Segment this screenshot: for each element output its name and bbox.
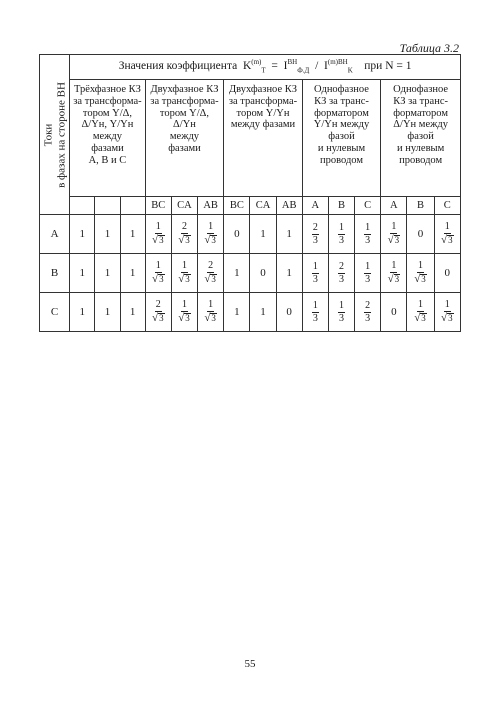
group-header-line: A, B и C bbox=[88, 154, 127, 166]
fraction: 1 √ 3 bbox=[178, 260, 190, 285]
empty-subheader bbox=[120, 197, 145, 215]
group-header-line: фазами bbox=[168, 142, 201, 154]
fraction: 1 √ 3 bbox=[152, 221, 164, 246]
group-header-line: Двухфазное КЗ bbox=[228, 84, 297, 95]
column-subheader: BC bbox=[224, 197, 250, 215]
group-header-line: форматором bbox=[314, 107, 369, 119]
column-subheader: AB bbox=[276, 197, 302, 215]
fraction: $\frac{1}{3}$ bbox=[339, 299, 344, 324]
table-cell bbox=[355, 293, 381, 332]
fraction: 2 √ 3 bbox=[178, 221, 190, 246]
row-header-text: Токи в фазах на стороне ВН bbox=[41, 81, 67, 188]
table-row bbox=[40, 293, 461, 332]
row-header-cell bbox=[40, 55, 70, 215]
table-row bbox=[40, 215, 461, 254]
table-cell: 1 bbox=[120, 215, 145, 254]
table-cell bbox=[355, 215, 381, 254]
column-subheader: A bbox=[381, 197, 407, 215]
column-subheader: B bbox=[407, 197, 434, 215]
group-header-line: и нулевым bbox=[397, 142, 445, 154]
group-header-4 bbox=[302, 80, 381, 197]
table-cell: 1 bbox=[250, 215, 276, 254]
fraction: $\frac{2}{3}$ bbox=[365, 299, 371, 324]
table-cell bbox=[198, 215, 224, 254]
group-header-line: между фазами bbox=[230, 119, 296, 131]
group-header-line: проводом bbox=[320, 154, 363, 166]
group-header-line: Трёхфазное КЗ bbox=[73, 84, 141, 95]
group-header-line: Двухфазное КЗ bbox=[150, 84, 219, 95]
table-cell: 1 bbox=[70, 254, 95, 293]
fraction: 1 √ 3 bbox=[414, 260, 426, 285]
fraction: 1 √ 3 bbox=[414, 299, 426, 324]
table-cell bbox=[171, 254, 197, 293]
group-header-line: КЗ за транс- bbox=[393, 95, 448, 107]
coefficient-table bbox=[39, 54, 461, 332]
row-label: C bbox=[40, 293, 70, 332]
group-header-line: Δ/Yн, Y/Yн bbox=[81, 119, 134, 131]
fraction: $\frac{1}{3}$ bbox=[339, 221, 344, 246]
table-cell: 0 bbox=[276, 293, 302, 332]
table-cell bbox=[171, 293, 197, 332]
fraction: $\frac{1}{3}$ bbox=[365, 221, 371, 246]
table-cell: 1 bbox=[120, 254, 145, 293]
table-cell: 1 bbox=[95, 215, 120, 254]
table-cell bbox=[434, 293, 460, 332]
table-cell bbox=[145, 254, 171, 293]
table-cell: 1 bbox=[224, 254, 250, 293]
fraction: 1 √ 3 bbox=[204, 221, 216, 246]
row-label: A bbox=[40, 215, 70, 254]
row-label: B bbox=[40, 254, 70, 293]
column-subheader: C bbox=[355, 197, 381, 215]
group-header-line: Однофазное bbox=[393, 84, 449, 95]
fraction: $\frac{1}{3}$ bbox=[312, 299, 318, 324]
fraction: 1 √ 3 bbox=[178, 299, 190, 324]
column-subheader: CA bbox=[250, 197, 276, 215]
table-cell bbox=[381, 254, 407, 293]
table-cell: 0 bbox=[250, 254, 276, 293]
fraction: 1 √ 3 bbox=[441, 221, 453, 246]
column-subheader: A bbox=[302, 197, 328, 215]
group-header-line: Однофазное bbox=[314, 84, 369, 95]
fraction: 2 √ 3 bbox=[152, 299, 164, 324]
table-cell bbox=[434, 215, 460, 254]
group-header-line: тором Y/Yн bbox=[236, 107, 290, 119]
group-header-3 bbox=[224, 80, 303, 197]
table-cell bbox=[407, 254, 434, 293]
fraction: 1 √ 3 bbox=[152, 260, 164, 285]
page-number: 55 bbox=[244, 658, 256, 670]
group-header-line: фазами bbox=[91, 142, 124, 154]
table-row bbox=[40, 254, 461, 293]
table-cell: 1 bbox=[224, 293, 250, 332]
group-header-line: тором Y/Δ, bbox=[159, 107, 210, 119]
column-subheader: AB bbox=[198, 197, 224, 215]
fraction: 1 √ 3 bbox=[204, 299, 216, 324]
table-cell bbox=[302, 293, 328, 332]
group-header-line: Δ/Yн bbox=[173, 119, 196, 131]
table-cell bbox=[145, 293, 171, 332]
group-header-line: КЗ за транс- bbox=[314, 95, 369, 107]
fraction: 1 √ 3 bbox=[387, 260, 400, 285]
column-subheader: CA bbox=[171, 197, 197, 215]
table-cell: 0 bbox=[434, 254, 460, 293]
table-cell: 1 bbox=[70, 215, 95, 254]
table-cell bbox=[302, 254, 328, 293]
group-header-2 bbox=[145, 80, 224, 197]
table-cell bbox=[355, 254, 381, 293]
table-cell bbox=[145, 215, 171, 254]
group-header-line: за трансформа- bbox=[150, 95, 219, 107]
table-cell bbox=[171, 215, 197, 254]
table-cell: 1 bbox=[276, 215, 302, 254]
fraction: 2 √ 3 bbox=[204, 260, 216, 285]
table-cell: 0 bbox=[381, 293, 407, 332]
table-cell bbox=[198, 293, 224, 332]
group-header-line: между bbox=[169, 131, 200, 142]
table-cell bbox=[302, 215, 328, 254]
table-cell bbox=[198, 254, 224, 293]
table-cell bbox=[328, 254, 354, 293]
group-header-5 bbox=[381, 80, 461, 197]
table-cell bbox=[328, 215, 354, 254]
table-cell: 1 bbox=[276, 254, 302, 293]
table-cell: 1 bbox=[95, 293, 120, 332]
group-header-line: проводом bbox=[399, 154, 443, 166]
column-subheader: C bbox=[434, 197, 460, 215]
column-subheader: BC bbox=[145, 197, 171, 215]
group-header-line: форматором bbox=[393, 107, 449, 119]
group-header-line: и нулевым bbox=[317, 142, 366, 154]
fraction: 1 √ 3 bbox=[441, 299, 453, 324]
table-cell bbox=[328, 293, 354, 332]
table-cell: 1 bbox=[250, 293, 276, 332]
group-header-line: за трансформа- bbox=[73, 95, 142, 107]
table-cell: 0 bbox=[224, 215, 250, 254]
column-subheader: B bbox=[328, 197, 354, 215]
table-title: Значения коэффициента $K^{(m)}_T = I^{ВН}_{Ф.Д} / I^{(m)ВН}_K$ при N = 1 bbox=[70, 55, 461, 80]
fraction: $\frac{1}{3}$ bbox=[365, 260, 371, 285]
fraction: 1 √ 3 bbox=[387, 221, 400, 246]
group-header-line: фазой bbox=[328, 131, 355, 142]
table-caption: Таблица 3.2 bbox=[399, 41, 459, 55]
group-header-line: фазой bbox=[407, 131, 434, 142]
fraction: $\frac{2}{3}$ bbox=[312, 221, 318, 246]
group-header-line: тором Y/Δ, bbox=[82, 107, 133, 119]
group-header-line: Y/Yн между bbox=[313, 119, 370, 131]
empty-subheader bbox=[70, 197, 95, 215]
table-cell: 0 bbox=[407, 215, 434, 254]
fraction: $\frac{2}{3}$ bbox=[339, 260, 344, 285]
table-cell: 1 bbox=[120, 293, 145, 332]
table-cell: 1 bbox=[70, 293, 95, 332]
empty-subheader bbox=[95, 197, 120, 215]
table-cell bbox=[381, 215, 407, 254]
group-header-line: Δ/Yн между bbox=[393, 119, 448, 131]
table-cell: 1 bbox=[95, 254, 120, 293]
coefficient-formula: $K^{(m)}_T = I^{ВН}_{Ф.Д} / I^{(m)ВН}_K$ bbox=[242, 58, 353, 75]
table-cell bbox=[407, 293, 434, 332]
group-header-1 bbox=[70, 80, 146, 197]
fraction: $\frac{1}{3}$ bbox=[312, 260, 318, 285]
group-header-line: между bbox=[92, 131, 123, 142]
group-header-line: за трансформа- bbox=[228, 95, 298, 107]
